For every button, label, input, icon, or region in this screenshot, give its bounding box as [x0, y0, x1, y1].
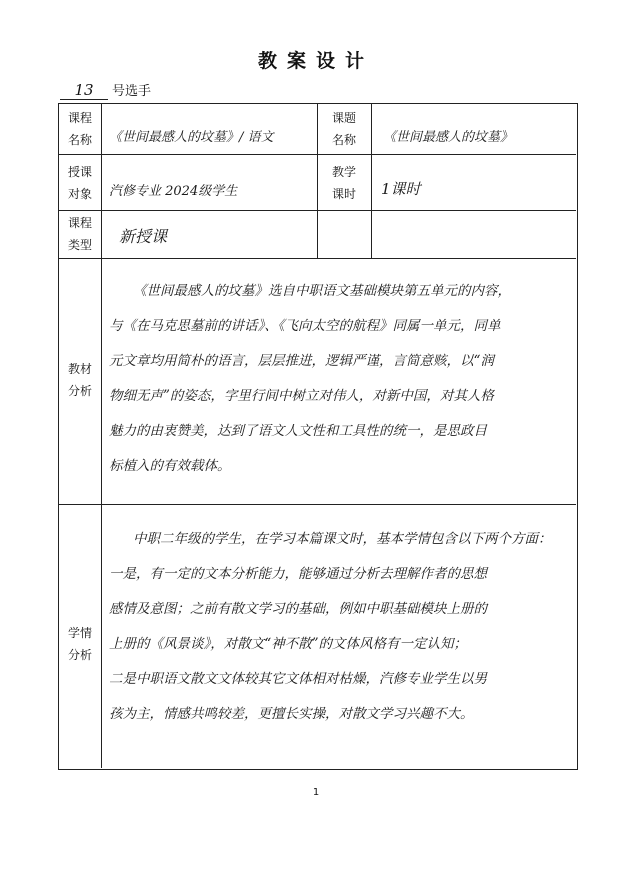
audience-label: 授课 对象	[67, 165, 92, 201]
text-line: 《世间最感人的坟墓》选自中职语文基础模块第五单元的内容，	[133, 283, 511, 299]
teaching-hours-value: 1课时	[381, 180, 421, 198]
contestant-number: 13	[60, 82, 108, 100]
text-line: 上册的《风景谈》，对散文“神不散”的文体风格有一定认知；	[109, 636, 468, 652]
text-line: 中职二年级的学生，在学习本篇课文时，基本学情包含以下两个方面：	[133, 531, 552, 547]
text-line: 物细无声”的姿态，字里行间中树立对伟人，对新中国，对其人格	[109, 388, 494, 404]
course-name-value: 《世间最感人的坟墓》/ 语文	[109, 130, 274, 145]
text-line: 魅力的由衷赞美，达到了语文人文性和工具性的统一，是思政目	[109, 423, 487, 439]
course-type-value: 新授课	[119, 227, 168, 246]
contestant-line	[60, 80, 151, 100]
label-column-divider	[101, 104, 102, 768]
learner-analysis-text	[109, 522, 571, 732]
page-title: 教案设计	[257, 50, 374, 72]
text-line: 与《在马克思墓前的讲话》、《飞向太空的航程》同属一单元，同单	[109, 318, 501, 334]
lesson-plan-table	[58, 103, 578, 770]
course-name-label: 课程 名称	[67, 111, 92, 147]
textbook-analysis-label: 教材 分析	[67, 362, 92, 398]
page-number: 1	[312, 787, 320, 798]
topic-value: 《世间最感人的坟墓》	[383, 130, 514, 145]
text-line: 标植入的有效载体。	[109, 458, 231, 474]
learner-analysis-label: 学情 分析	[67, 626, 92, 662]
course-type-label: 课程 类型	[67, 216, 92, 252]
text-line: 二是中职语文散文文体较其它文体相对枯燥，汽修专业学生以男	[109, 671, 487, 687]
audience-value: 汽修专业 2024级学生	[109, 184, 238, 199]
text-line: 感情及意图；之前有散文学习的基础，例如中职基础模块上册的	[109, 601, 487, 617]
row-divider	[59, 258, 576, 259]
topic-label: 课题 名称	[331, 111, 356, 147]
text-line: 元文章均用简朴的语言，层层推进，逻辑严谨，言简意赅，以“润	[109, 353, 494, 369]
column-divider	[371, 104, 372, 258]
textbook-analysis-text	[109, 274, 571, 484]
text-line: 孩为主，情感共鸣较差，更擅长实操，对散文学习兴趣不大。	[109, 706, 474, 722]
row-divider	[59, 504, 576, 505]
teaching-hours-label: 教学 课时	[331, 165, 356, 201]
contestant-suffix: 号选手	[112, 84, 152, 99]
text-line: 一是，有一定的文本分析能力，能够通过分析去理解作者的思想	[109, 566, 487, 582]
